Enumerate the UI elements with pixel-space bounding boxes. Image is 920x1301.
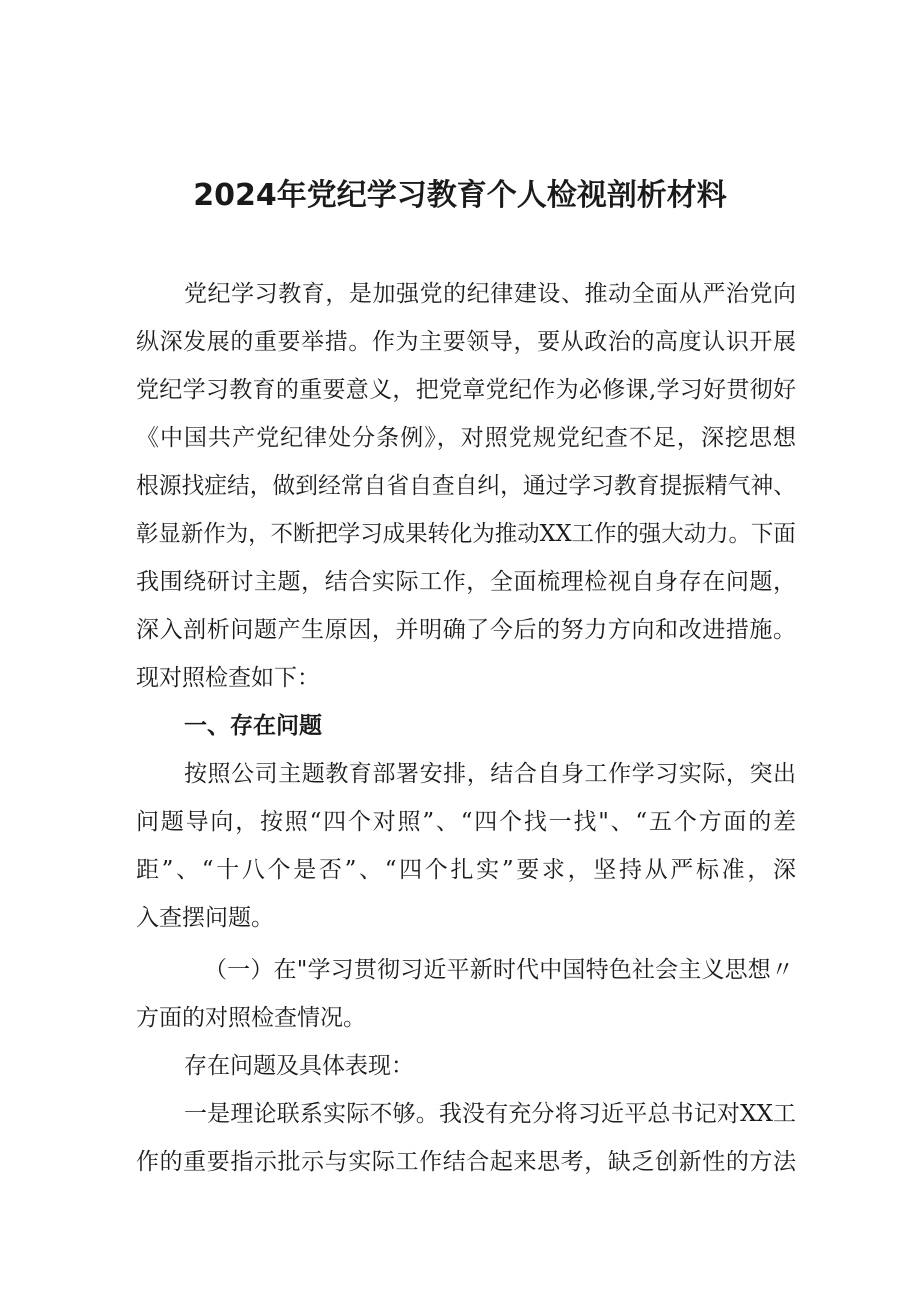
point1-line-2: 作的重要指示批示与实际工作结合起来思考，缺乏创新性的方法 bbox=[136, 1149, 796, 1175]
intro-line-7: 我围绕研讨主题，结合实际工作，全面梳理检视自身存在问题， bbox=[136, 569, 796, 595]
document-title: 2024年党纪学习教育个人检视剖析材料 bbox=[193, 178, 727, 213]
intro-line-2: 纵深发展的重要举措。作为主要领导，要从政治的高度认识开展 bbox=[136, 329, 796, 355]
section-heading-existing-problems: 一、存在问题 bbox=[184, 713, 322, 739]
intro-line-3: 党纪学习教育的重要意义，把党章党纪作为必修课,学习好贯彻好 bbox=[136, 377, 796, 403]
section1-line-2: 问题导向，按照“四个对照”、“四个找一找"、“五个方面的差 bbox=[136, 809, 796, 835]
subsection1-line-1: （一）在"学习贯彻习近平新时代中国特色社会主义思想〃 bbox=[204, 957, 794, 983]
intro-line-5: 根源找症结，做到经常自省自查自纠，通过学习教育提振精气神、 bbox=[136, 473, 796, 499]
intro-line-4: 《中国共产党纪律处分条例》，对照党规党纪查不足，深挖思想 bbox=[136, 425, 796, 451]
subsection1-line-2: 方面的对照检查情况。 bbox=[136, 1005, 366, 1031]
intro-line-6: 彰显新作为，不断把学习成果转化为推动XX工作的强大动力。下面 bbox=[136, 521, 796, 547]
intro-line-1: 党纪学习教育，是加强党的纪律建设、推动全面从严治党向 bbox=[184, 281, 796, 307]
intro-line-9: 现对照检查如下： bbox=[136, 665, 320, 691]
problems-label: 存在问题及具体表现： bbox=[184, 1053, 414, 1079]
intro-line-8: 深入剖析问题产生原因，并明确了今后的努力方向和改进措施。 bbox=[136, 617, 796, 643]
section1-line-4: 入查摆问题。 bbox=[136, 905, 274, 931]
point1-line-1: 一是理论联系实际不够。我没有充分将习近平总书记对XX工 bbox=[184, 1101, 796, 1127]
section1-line-1: 按照公司主题教育部署安排，结合自身工作学习实际，突出 bbox=[184, 761, 796, 787]
section1-line-3: 距”、“十八个是否”、“四个扎实”要求，坚持从严标准，深 bbox=[136, 857, 796, 883]
